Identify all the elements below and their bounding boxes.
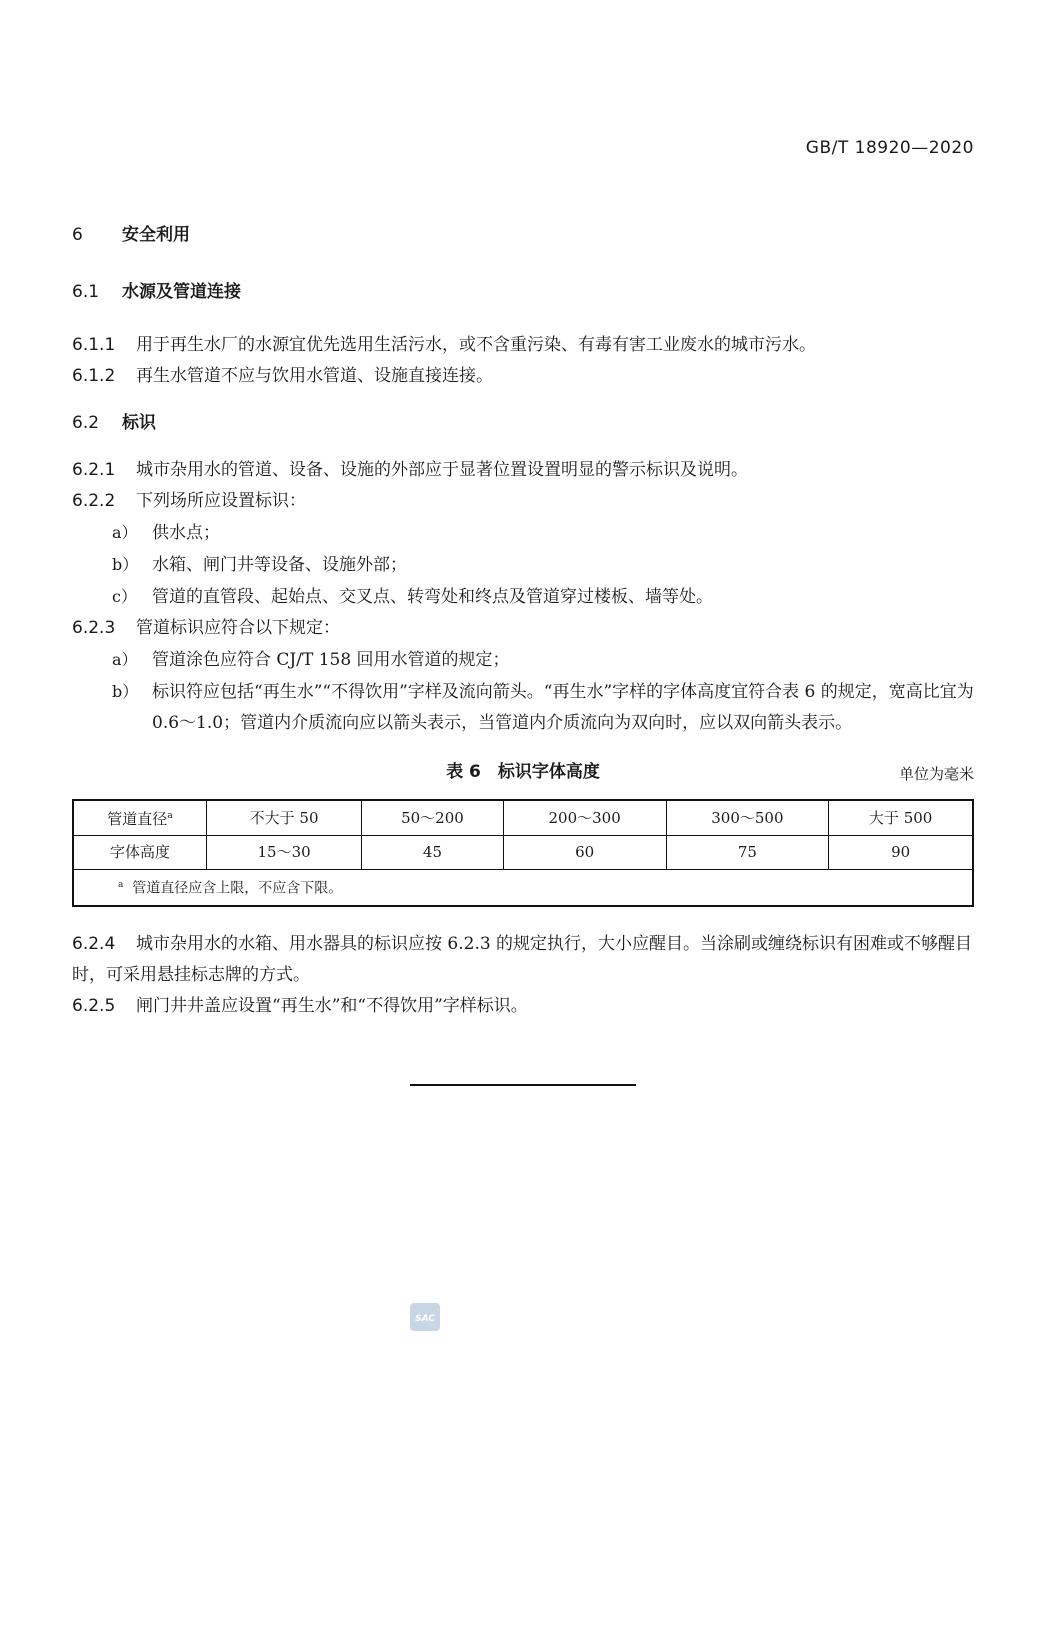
list-item-text: 供水点； — [152, 523, 220, 543]
table-row — [73, 800, 973, 836]
clause-text: 下列场所应设置标识： — [136, 491, 306, 511]
watermark-text: SAC — [415, 1314, 435, 1324]
table-unit: 单位为毫米 — [898, 765, 974, 783]
list-item-label: b） — [112, 682, 139, 701]
table-cell: 45 — [362, 836, 504, 870]
footnote-text: 管道直径应含上限，不应含下限。 — [132, 880, 343, 897]
clause-text: 管道标识应符合以下规定： — [136, 618, 340, 638]
clause-text: 再生水管道不应与饮用水管道、设施直接连接。 — [136, 366, 493, 386]
clause-6-2-4 — [72, 929, 974, 991]
list-item — [72, 644, 974, 676]
table-note-row — [73, 870, 973, 906]
section-number: 6 — [72, 225, 83, 245]
table-cell: 大于 500 — [829, 800, 973, 836]
table-footnote — [73, 870, 973, 906]
table-cell: 不大于 50 — [207, 800, 362, 836]
clause-number: 6.2.5 — [72, 995, 116, 1016]
clause-number: 6.2.3 — [72, 618, 116, 638]
list-item-text: 管道的直管段、起始点、交叉点、转弯处和终点及管道穿过楼板、墙等处。 — [152, 587, 713, 607]
clause-text: 闸门井井盖应设置“再生水”和“不得饮用”字样标识。 — [136, 995, 528, 1016]
clause-number: 6.2.1 — [72, 460, 116, 480]
clause-number: 6.1.2 — [72, 366, 116, 386]
clause-6-2-2 — [72, 486, 974, 517]
clause-number: 6.2.2 — [72, 491, 116, 511]
list-item — [72, 549, 974, 581]
font-height-table — [72, 799, 974, 907]
section-heading-6 — [72, 220, 974, 251]
subsection-number: 6.1 — [72, 282, 100, 302]
footnote-marker: a — [118, 880, 124, 890]
table-title: 表 6 标识字体高度 — [446, 762, 600, 782]
table-row — [73, 836, 973, 870]
list-item-label: c） — [112, 587, 137, 606]
table-cell: 60 — [503, 836, 666, 870]
row-header-diameter: 管道直径$^a$ — [73, 800, 207, 836]
table-cell: 50～200 — [362, 800, 504, 836]
clause-6-2-5 — [72, 991, 974, 1022]
subsection-title: 水源及管道连接 — [122, 282, 241, 302]
table-cell: 90 — [829, 836, 973, 870]
list-item-text: 管道涂色应符合 CJ/T 158 回用水管道的规定； — [152, 650, 510, 670]
footnote-marker: a — [167, 811, 173, 821]
row-header-height: 字体高度 — [73, 836, 207, 870]
clause-6-2-1 — [72, 455, 974, 486]
list-item-label: a） — [112, 523, 138, 542]
clause-6-2-3 — [72, 613, 974, 644]
list-item — [72, 517, 974, 549]
list-item-label: a） — [112, 650, 138, 669]
clause-6-1-2 — [72, 361, 974, 392]
list-item — [72, 581, 974, 613]
document-body — [72, 220, 974, 1022]
subsection-heading-6-1 — [72, 277, 974, 308]
table-cell: 300～500 — [666, 800, 829, 836]
clauses-after-table — [72, 929, 974, 1022]
clause-text: 用于再生水厂的水源宜优先选用生活污水，或不含重污染、有毒有害工业废水的城市污水。 — [136, 335, 816, 355]
table-caption — [72, 757, 974, 787]
list-item-text: 标识符应包括“再生水”“不得饮用”字样及流向箭头。“再生水”字样的字体高度宜符合表 6 的规定，宽高比宜为 0.6～1.0；管道内介质流向应以箭头表示，当管道内介质流向为双向时，应以双向箭头表示。 — [152, 682, 974, 733]
list-item-label: b） — [112, 555, 139, 574]
clause-number: 6.2.4 — [72, 933, 116, 954]
table-cell: 200～300 — [503, 800, 666, 836]
section-title: 安全利用 — [122, 225, 190, 245]
list-item-text: 水箱、闸门井等设备、设施外部； — [152, 555, 407, 575]
table-cell: 75 — [666, 836, 829, 870]
clause-text: 城市杂用水的管道、设备、设施的外部应于显著位置设置明显的警示标识及说明。 — [136, 460, 748, 480]
subsection-number: 6.2 — [72, 413, 100, 433]
clause-6-1-1 — [72, 330, 974, 361]
clause-text: 城市杂用水的水箱、用水器具的标识应按 6.2.3 的规定执行，大小应醒目。当涂刷或缠绕标识有困难或不够醒目时，可采用悬挂标志牌的方式。 — [72, 933, 973, 985]
standard-number: GB/T 18920—2020 — [805, 138, 974, 158]
clause-number: 6.1.1 — [72, 335, 116, 355]
subsection-title: 标识 — [122, 413, 156, 433]
end-of-text-rule — [410, 1084, 636, 1086]
sac-watermark-logo — [409, 1302, 441, 1332]
list-item — [72, 676, 974, 739]
table-cell: 15～30 — [207, 836, 362, 870]
subsection-heading-6-2 — [72, 408, 974, 439]
